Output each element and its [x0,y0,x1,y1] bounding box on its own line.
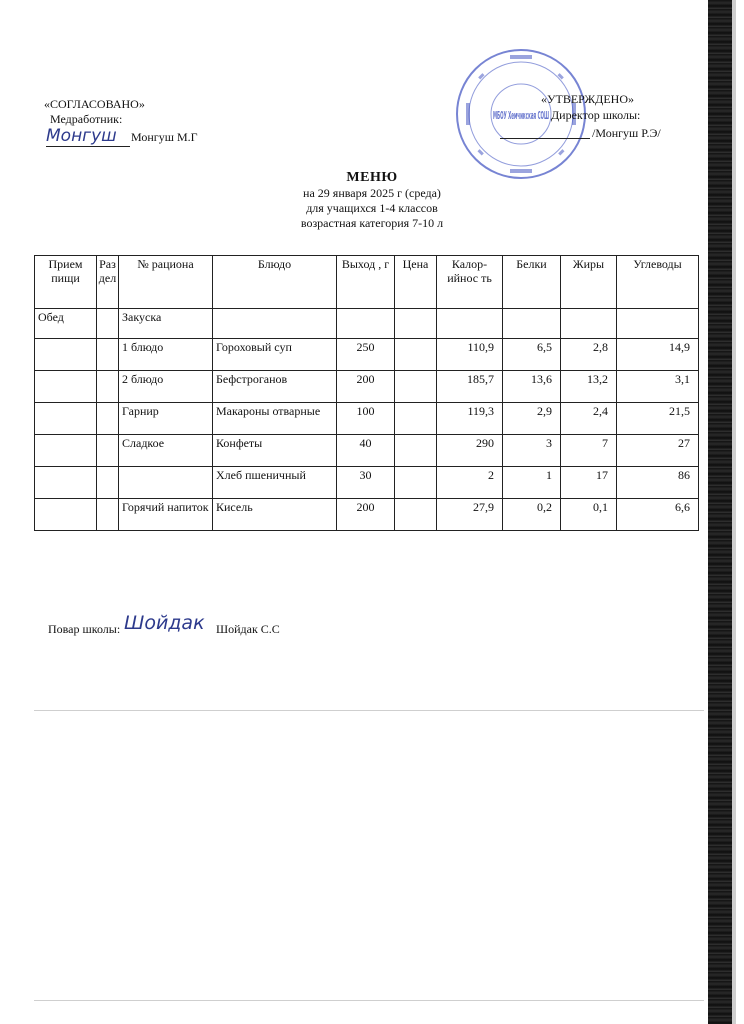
table-row [35,435,699,467]
cell-price [395,467,437,499]
table-row [35,309,699,339]
cell-dish: Гороховый суп [213,339,337,371]
cell-dish: Хлеб пшеничный [213,467,337,499]
col-carbs: Углеводы [617,256,699,309]
cell-fat: 0,1 [561,499,617,531]
cell-protein: 3 [503,435,561,467]
menu-table [34,255,699,531]
cell-meal [35,371,97,403]
table-header-row [35,256,699,309]
cell-calories: 110,9 [437,339,503,371]
cell-meal [35,403,97,435]
cell-ration: Горячий напиток [119,499,213,531]
cell-price [395,499,437,531]
stamp-text: МБОУ Хемчикская СОШ [493,109,549,122]
cell-ration: 1 блюдо [119,339,213,371]
cell-section [97,403,119,435]
cell-fat: 2,4 [561,403,617,435]
cell-carbs: 14,9 [617,339,699,371]
cell-fat: 2,8 [561,339,617,371]
col-meal: Прием пищи [35,256,97,309]
cell-protein: 0,2 [503,499,561,531]
cell-section [97,309,119,339]
cell-price [395,309,437,339]
cell-fat: 17 [561,467,617,499]
scan-line [34,1000,704,1001]
cell-protein: 13,6 [503,371,561,403]
cell-carbs: 21,5 [617,403,699,435]
menu-audience: для учащихся 1-4 классов [306,201,438,215]
cell-section [97,371,119,403]
cell-price [395,435,437,467]
cell-fat: 7 [561,435,617,467]
cell-ration: 2 блюдо [119,371,213,403]
cell-section [97,467,119,499]
table-row [35,403,699,435]
cell-calories: 290 [437,435,503,467]
cell-price [395,339,437,371]
cell-yield: 30 [337,467,395,499]
cell-dish: Кисель [213,499,337,531]
cell-dish: Конфеты [213,435,337,467]
col-section: Раздел [97,256,119,309]
cook-signature: Шойдак [124,612,205,634]
page-title: МЕНЮ [346,170,398,185]
cell-dish: Макароны отварные [213,403,337,435]
cell-section [97,499,119,531]
cell-calories: 185,7 [437,371,503,403]
cell-yield: 250 [337,339,395,371]
cell-price [395,371,437,403]
cell-protein [503,309,561,339]
cell-meal: Обед [35,309,97,339]
col-calories: Калор-ийнос ть [437,256,503,309]
cell-meal [35,435,97,467]
cell-meal [35,467,97,499]
cell-fat [561,309,617,339]
cell-calories: 27,9 [437,499,503,531]
cell-ration: Гарнир [119,403,213,435]
scan-edge-light [732,0,736,1024]
approval-right-label: «УТВЕРЖДЕНО» [541,92,635,106]
signature-line [46,146,130,147]
cell-price [395,403,437,435]
cell-protein: 1 [503,467,561,499]
cell-meal [35,499,97,531]
cell-carbs: 27 [617,435,699,467]
table-row [35,339,699,371]
cell-carbs: 3,1 [617,371,699,403]
cell-dish: Бефстроганов [213,371,337,403]
menu-age: возрастная категория 7-10 л [300,216,444,230]
scan-line [34,710,704,711]
cell-carbs: 6,6 [617,499,699,531]
col-ration: № рациона [119,256,213,309]
cook-name: Шойдак С.С [216,622,280,636]
table-row [35,371,699,403]
approval-left-name: Монгуш М.Г [131,130,198,144]
cell-yield [337,309,395,339]
cook-label: Повар школы: [48,622,121,636]
cell-dish [213,309,337,339]
table-row [35,467,699,499]
cell-meal [35,339,97,371]
col-price: Цена [395,256,437,309]
cell-carbs [617,309,699,339]
cell-protein: 2,9 [503,403,561,435]
cell-yield: 200 [337,371,395,403]
col-protein: Белки [503,256,561,309]
cell-calories: 2 [437,467,503,499]
cell-carbs: 86 [617,467,699,499]
col-fat: Жиры [561,256,617,309]
approval-right-role: Директор школы: [551,108,641,122]
cell-calories [437,309,503,339]
approval-left-label: «СОГЛАСОВАНО» [44,97,145,111]
cell-yield: 40 [337,435,395,467]
cell-section [97,339,119,371]
approval-right-name: /Монгуш Р.Э/ [592,126,661,140]
menu-date: на 29 января 2025 г (среда) [303,186,441,200]
col-dish: Блюдо [213,256,337,309]
cell-ration: Сладкое [119,435,213,467]
cell-yield: 200 [337,499,395,531]
cell-protein: 6,5 [503,339,561,371]
cell-calories: 119,3 [437,403,503,435]
signature-line [500,138,590,139]
table-row [35,499,699,531]
cell-ration: Закуска [119,309,213,339]
cell-fat: 13,2 [561,371,617,403]
cell-ration [119,467,213,499]
cell-yield: 100 [337,403,395,435]
col-yield: Выход , г [337,256,395,309]
approval-left-signature: Монгуш [46,126,117,146]
cell-section [97,435,119,467]
scan-edge [708,0,732,1024]
approval-left-role: Медработник: [50,112,123,126]
